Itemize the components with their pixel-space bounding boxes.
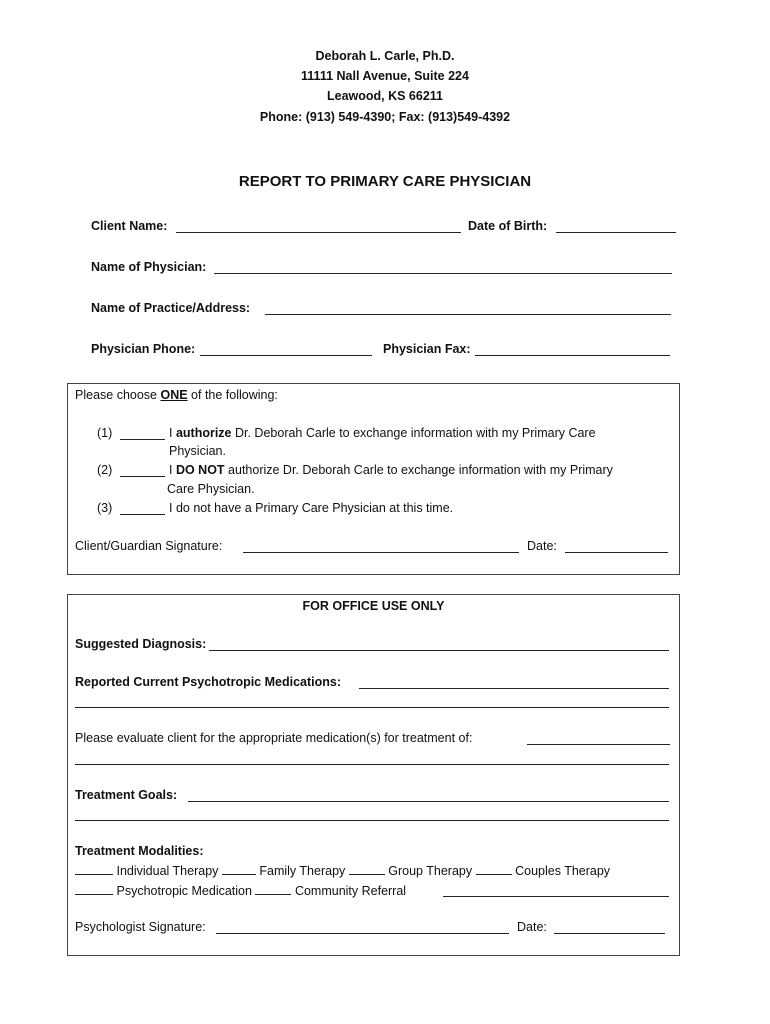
contact-phone-fax: Phone: (913) 549-4390; Fax: (913)549-4392 [259, 110, 511, 124]
treatment-goals-label: Treatment Goals: [75, 788, 178, 802]
practice-address-field[interactable] [265, 314, 671, 315]
community-referral-label: Community Referral [294, 884, 407, 898]
client-signature-field[interactable] [243, 552, 519, 553]
option-1-check[interactable] [120, 439, 165, 440]
address-line-1: 11111 Nall Avenue, Suite 224 [301, 69, 469, 83]
treatment-goals-field[interactable] [188, 801, 669, 802]
individual-therapy-label: Individual Therapy [116, 864, 219, 878]
office-use-heading: FOR OFFICE USE ONLY [302, 599, 445, 613]
option-1-text: I authorize Dr. Deborah Carle to exchange information with my Primary Care [169, 426, 596, 440]
group-therapy-check[interactable] [349, 863, 385, 875]
modalities-row-1 [75, 863, 610, 878]
physician-fax-label: Physician Fax: [383, 342, 471, 356]
option-3-number: (3) [97, 501, 113, 515]
option-2-check[interactable] [120, 476, 165, 477]
treatment-goals-field-line-2[interactable] [75, 820, 669, 821]
form-title: REPORT TO PRIMARY CARE PHYSICIAN [238, 173, 532, 190]
family-therapy-check[interactable] [222, 863, 256, 875]
group-therapy-label: Group Therapy [388, 864, 473, 878]
client-date-label: Date: [527, 539, 557, 553]
evaluate-label: Please evaluate client for the appropriate medication(s) for treatment of: [75, 731, 473, 745]
physician-name-label: Name of Physician: [91, 260, 207, 274]
client-signature-label: Client/Guardian Signature: [75, 539, 223, 553]
client-date-field[interactable] [565, 552, 668, 553]
consent-prompt-emphasis: ONE [160, 388, 188, 402]
option-1-text-cont: Physician. [169, 444, 226, 458]
psychologist-date-label: Date: [517, 920, 547, 934]
modalities-row-2 [75, 883, 406, 898]
physician-phone-label: Physician Phone: [91, 342, 196, 356]
evaluate-field[interactable] [527, 744, 670, 745]
dob-label: Date of Birth: [468, 219, 548, 233]
treatment-modalities-label: Treatment Modalities: [75, 844, 204, 858]
family-therapy-label: Family Therapy [259, 864, 346, 878]
psychotropic-medication-label: Psychotropic Medication [116, 884, 252, 898]
evaluate-field-line-2[interactable] [75, 764, 669, 765]
physician-phone-field[interactable] [200, 355, 372, 356]
physician-name-field[interactable] [214, 273, 672, 274]
couples-therapy-label: Couples Therapy [515, 864, 611, 878]
individual-therapy-check[interactable] [75, 863, 113, 875]
medications-label: Reported Current Psychotropic Medications: [75, 675, 342, 689]
psychologist-signature-field[interactable] [216, 933, 509, 934]
community-referral-check[interactable] [255, 883, 291, 895]
medications-field[interactable] [359, 688, 669, 689]
option-3-text: I do not have a Primary Care Physician at this time. [169, 501, 454, 515]
option-2-text-cont: Care Physician. [167, 482, 255, 496]
option-3-check[interactable] [120, 514, 165, 515]
option-1-number: (1) [97, 426, 113, 440]
option-2-number: (2) [97, 463, 113, 477]
medications-field-line-2[interactable] [75, 707, 669, 708]
practitioner-name: Deborah L. Carle, Ph.D. [315, 49, 455, 63]
psychologist-date-field[interactable] [554, 933, 665, 934]
client-name-field[interactable] [176, 232, 461, 233]
option-2-text: I DO NOT authorize Dr. Deborah Carle to exchange information with my Primary [169, 463, 613, 477]
consent-prompt: Please choose ONE of the following: [75, 388, 278, 402]
physician-fax-field[interactable] [475, 355, 670, 356]
psychotropic-medication-check[interactable] [75, 883, 113, 895]
address-line-2: Leawood, KS 66211 [326, 89, 444, 103]
couples-therapy-check[interactable] [476, 863, 512, 875]
diagnosis-field[interactable] [209, 650, 669, 651]
dob-field[interactable] [556, 232, 676, 233]
client-name-label: Client Name: [91, 219, 168, 233]
diagnosis-label: Suggested Diagnosis: [75, 637, 207, 651]
psychologist-signature-label: Psychologist Signature: [75, 920, 206, 934]
practice-address-label: Name of Practice/Address: [91, 301, 251, 315]
community-referral-field[interactable] [443, 896, 669, 897]
